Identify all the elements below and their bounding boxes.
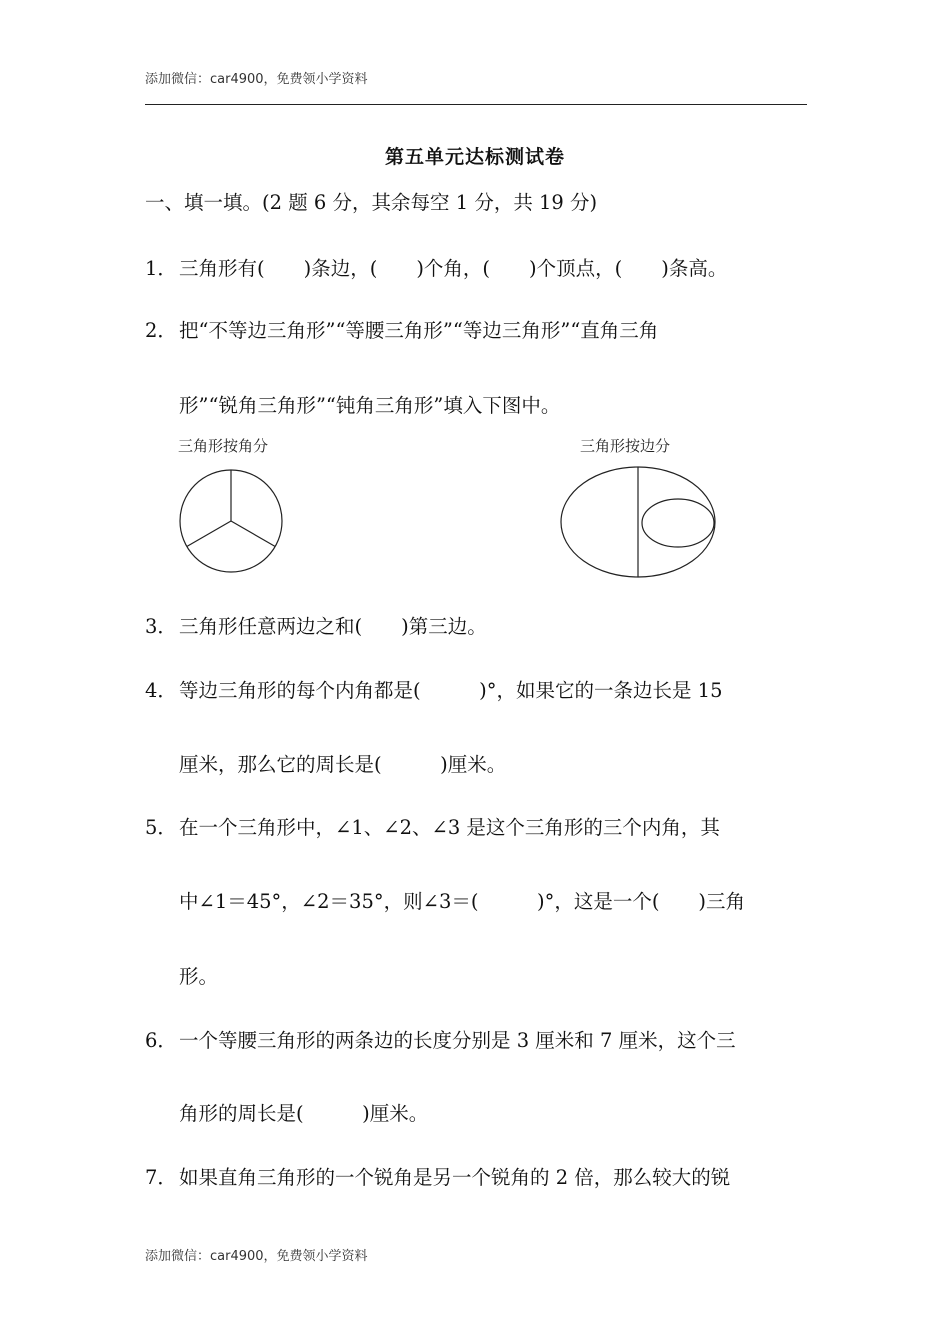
question-5 <box>145 812 720 840</box>
question-1 <box>145 253 727 281</box>
question-3 <box>145 611 487 639</box>
figure-label-by-angle: 三角形按角分 <box>178 437 269 455</box>
question-text: 在一个三角形中，∠1、∠2、∠3 是这个三角形的三个内角，其 <box>179 816 720 839</box>
header-rule <box>145 104 807 105</box>
question-7 <box>145 1162 730 1190</box>
question-5-line-3: 形。 <box>179 965 219 988</box>
question-2 <box>145 315 658 343</box>
question-number: 7． <box>145 1166 177 1189</box>
question-number: 6． <box>145 1029 177 1052</box>
question-text: 三角形任意两边之和( )第三边。 <box>179 615 487 638</box>
question-number: 2． <box>145 319 177 342</box>
footer-note: 添加微信：car4900，免费领小学资料 <box>145 1249 368 1264</box>
question-6 <box>145 1025 736 1053</box>
question-text: 等边三角形的每个内角都是( )°，如果它的一条边长是 15 <box>179 679 723 702</box>
question-text: 一个等腰三角形的两条边的长度分别是 3 厘米和 7 厘米，这个三 <box>179 1029 736 1052</box>
question-number: 3． <box>145 615 177 638</box>
figure-label-by-side: 三角形按边分 <box>580 437 671 455</box>
section-heading: 一、填一填。(2 题 6 分，其余每空 1 分，共 19 分) <box>145 191 598 214</box>
question-text: 三角形有( )条边，( )个角，( )个顶点，( )条高。 <box>179 257 728 280</box>
question-4-line-2: 厘米，那么它的周长是( )厘米。 <box>179 753 507 776</box>
question-text: 把“不等边三角形”“等腰三角形”“等边三角形”“直角三角 <box>179 319 659 342</box>
page-title: 第五单元达标测试卷 <box>384 146 565 168</box>
figure-by-side <box>559 465 717 579</box>
question-number: 4． <box>145 679 177 702</box>
question-number: 1． <box>145 257 177 280</box>
question-number: 5． <box>145 816 177 839</box>
question-5-line-2: 中∠1＝45°，∠2＝35°，则∠3＝( )°，这是一个( )三角 <box>179 890 746 913</box>
question-2-line-2: 形”“锐角三角形”“钝角三角形”填入下图中。 <box>179 394 561 417</box>
question-text: 如果直角三角形的一个锐角是另一个锐角的 2 倍，那么较大的锐 <box>179 1166 731 1189</box>
question-4 <box>145 675 722 703</box>
question-6-line-2: 角形的周长是( )厘米。 <box>179 1102 429 1125</box>
figure-by-angle <box>178 468 284 574</box>
header-note: 添加微信：car4900，免费领小学资料 <box>145 72 368 87</box>
